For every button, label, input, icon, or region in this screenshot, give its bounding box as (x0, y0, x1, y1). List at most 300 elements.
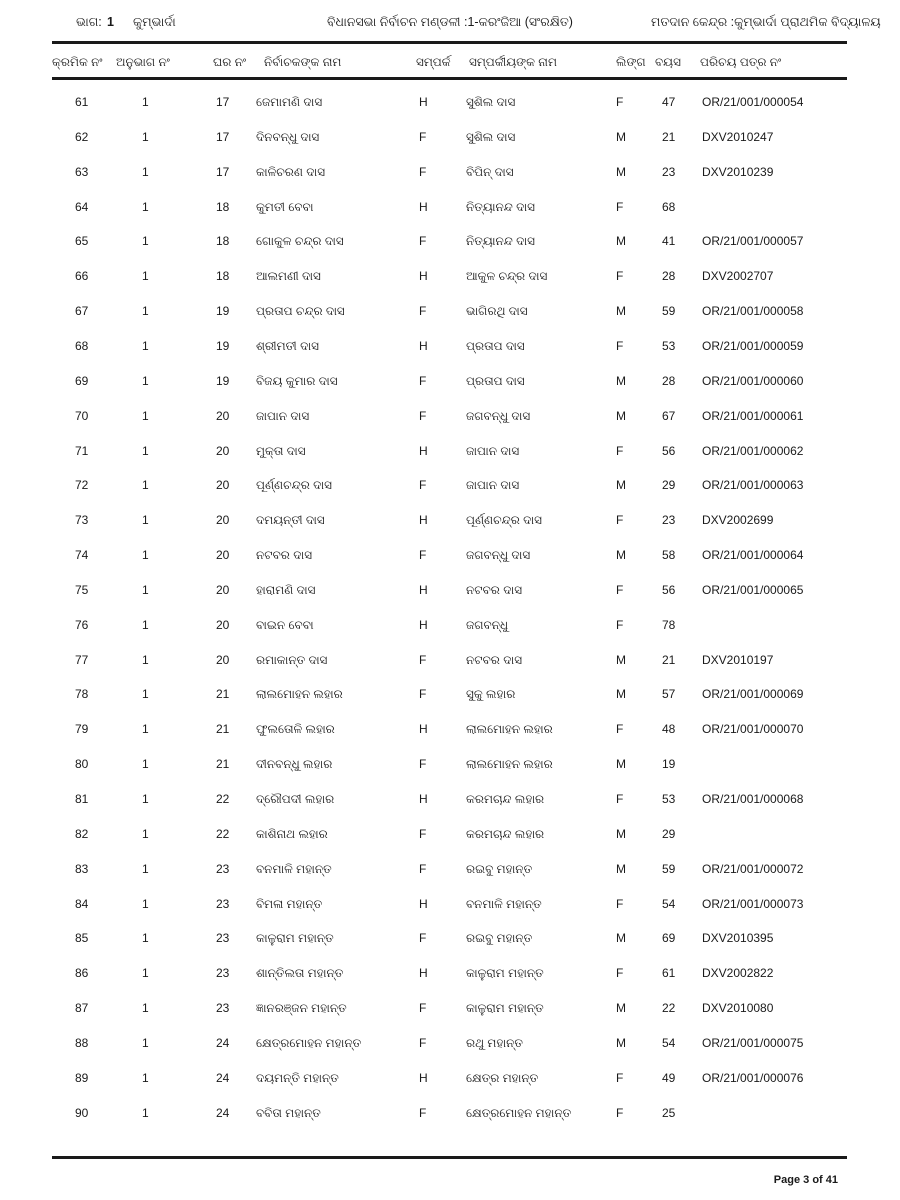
col-name: ନିର୍ବାଚକଙ୍କ ନାମ (264, 55, 342, 69)
house-number: 24 (216, 1070, 230, 1085)
house-number: 23 (216, 1001, 230, 1016)
part-number-cell: 1 (142, 1001, 149, 1016)
relative-name: କରମଚାନ୍ଦ ଲହାର (466, 792, 545, 806)
relation-type: F (419, 478, 427, 493)
id-card-number: OR/21/001/000058 (702, 304, 804, 319)
serial-number: 77 (75, 652, 89, 667)
relative-name: ଜାପାନ ଦାସ (466, 443, 520, 458)
part-number-cell: 1 (142, 373, 149, 388)
gender: M (616, 687, 626, 702)
table-row (0, 862, 900, 886)
table-row (0, 548, 900, 572)
table-row (0, 1106, 900, 1130)
relation-type: H (419, 269, 428, 284)
age: 28 (662, 373, 676, 388)
gender: F (616, 896, 624, 911)
gender: F (616, 443, 624, 458)
elector-name: ଜାପାନ ଦାସ (256, 408, 310, 423)
age: 21 (662, 129, 676, 144)
relative-name: ଜଗବନ୍ଧୁ (466, 617, 509, 632)
id-card-number: OR/21/001/000054 (702, 95, 804, 109)
gender: F (616, 722, 624, 737)
relative-name: ରଇବୁ ମହାନ୍ତ (466, 861, 533, 876)
table-row (0, 513, 900, 537)
col-gender: ଲିଙ୍ଗ (616, 55, 646, 69)
house-number: 23 (216, 896, 230, 911)
gender: M (616, 164, 626, 179)
age: 21 (662, 652, 676, 667)
part-number-cell: 1 (142, 1035, 149, 1050)
id-card-number: OR/21/001/000069 (702, 687, 804, 702)
table-row (0, 757, 900, 781)
relation-type: F (419, 826, 427, 841)
table-row (0, 339, 900, 363)
gender: M (616, 373, 626, 388)
part-number: 1 (107, 15, 114, 29)
serial-number: 71 (75, 443, 89, 458)
age: 59 (662, 304, 676, 319)
gender: M (616, 757, 626, 772)
age: 23 (662, 513, 676, 528)
gender: M (616, 861, 626, 876)
page-number: Page 3 of 41 (773, 1174, 838, 1186)
serial-number: 81 (75, 792, 89, 806)
id-card-number: OR/21/001/000060 (702, 373, 804, 388)
house-number: 20 (216, 478, 230, 493)
part-number-cell: 1 (142, 722, 149, 737)
table-row (0, 966, 900, 990)
gender: M (616, 408, 626, 423)
part-number-cell: 1 (142, 617, 149, 632)
gender: F (616, 1105, 624, 1120)
serial-number: 86 (75, 966, 89, 981)
part-label: ଭାଗ: (76, 15, 102, 29)
part-number-cell: 1 (142, 513, 149, 528)
age: 54 (662, 896, 676, 911)
id-card-number: DXV2002699 (702, 513, 774, 528)
col-part: ଅନୁଭାଗ ନଂ (116, 55, 170, 69)
part-number-cell: 1 (142, 548, 149, 563)
part-number-cell: 1 (142, 826, 149, 841)
polling-station: ମତଦାନ କେନ୍ଦ୍ର :କୁମ୍ଭାର୍ଦା ପ୍ରାଥମିକ ବିଦ୍ୟାଳୟ (651, 15, 881, 29)
gender: M (616, 652, 626, 667)
id-card-number: OR/21/001/000063 (702, 478, 804, 493)
part-number-cell: 1 (142, 792, 149, 806)
relation-type: H (419, 95, 428, 109)
house-number: 20 (216, 443, 230, 458)
serial-number: 84 (75, 896, 89, 911)
id-card-number: DXV2010395 (702, 931, 774, 946)
elector-name: କାଶିନାଥ ଲହାର (256, 826, 328, 841)
part-number-cell: 1 (142, 1105, 149, 1120)
house-number: 17 (216, 129, 230, 144)
house-number: 23 (216, 861, 230, 876)
elector-name: ରମାକାନ୍ତ ଦାସ (256, 652, 328, 667)
house-number: 19 (216, 373, 230, 388)
header-bottom-rule (52, 77, 847, 80)
age: 53 (662, 338, 676, 353)
table-row (0, 130, 900, 154)
elector-name: ଫୁଲତୋଳି ଲହାର (256, 722, 335, 737)
elector-name: ବିଜୟ କୁମାର ଦାସ (256, 373, 338, 388)
elector-name: ବାଇନ ବେବା (256, 617, 314, 632)
part-number-cell: 1 (142, 478, 149, 493)
relation-type: F (419, 861, 427, 876)
part-number-cell: 1 (142, 199, 149, 214)
relation-type: F (419, 129, 427, 144)
age: 48 (662, 722, 676, 737)
relation-type: F (419, 164, 427, 179)
age: 58 (662, 548, 676, 563)
elector-name: ଆଲମଣୀ ଦାସ (256, 269, 321, 284)
table-row (0, 897, 900, 921)
gender: M (616, 234, 626, 249)
id-card-number: OR/21/001/000075 (702, 1035, 804, 1050)
id-card-number: OR/21/001/000068 (702, 792, 804, 806)
serial-number: 64 (75, 199, 89, 214)
house-number: 17 (216, 164, 230, 179)
relative-name: ଲାଲମୋହନ ଲହାର (466, 757, 553, 772)
age: 41 (662, 234, 676, 249)
relation-type: F (419, 931, 427, 946)
part-number-cell: 1 (142, 966, 149, 981)
table-row (0, 374, 900, 398)
house-number: 24 (216, 1105, 230, 1120)
gender: M (616, 1035, 626, 1050)
house-number: 18 (216, 269, 230, 284)
relation-type: H (419, 896, 428, 911)
elector-name: ଶ୍ରୀମତୀ ଦାସ (256, 338, 319, 353)
elector-name: ନଟବର ଦାସ (256, 548, 313, 563)
table-row (0, 1001, 900, 1025)
col-id-card: ପରିଚୟ ପତ୍ର ନଂ (700, 55, 782, 69)
id-card-number: OR/21/001/000059 (702, 338, 804, 353)
table-row (0, 653, 900, 677)
serial-number: 62 (75, 129, 89, 144)
relative-name: ପୂର୍ଣ୍ଣଚନ୍ଦ୍ର ଦାସ (466, 513, 542, 528)
id-card-number: DXV2010247 (702, 129, 774, 144)
relative-name: ଜଗବନ୍ଧୁ ଦାସ (466, 548, 531, 563)
age: 54 (662, 1035, 676, 1050)
age: 69 (662, 931, 676, 946)
gender: F (616, 792, 624, 806)
relative-name: ଆକୁଳ ଚନ୍ଦ୍ର ଦାସ (466, 269, 548, 284)
house-number: 20 (216, 548, 230, 563)
part-number-cell: 1 (142, 95, 149, 109)
gender: F (616, 582, 624, 597)
house-number: 19 (216, 338, 230, 353)
house-number: 20 (216, 617, 230, 632)
part-number-cell: 1 (142, 896, 149, 911)
table-row (0, 722, 900, 746)
age: 61 (662, 966, 676, 981)
elector-name: ଦମୟନ୍ତୀ ଦାସ (256, 513, 325, 528)
id-card-number: OR/21/001/000061 (702, 408, 804, 423)
relation-type: F (419, 757, 427, 772)
age: 23 (662, 164, 676, 179)
table-row (0, 827, 900, 851)
part-number-cell: 1 (142, 931, 149, 946)
relation-type: H (419, 792, 428, 806)
age: 49 (662, 1070, 676, 1085)
elector-name: ହାରାମଣି ଦାସ (256, 582, 316, 597)
part-number-cell: 1 (142, 861, 149, 876)
relation-type: F (419, 408, 427, 423)
serial-number: 74 (75, 548, 89, 563)
table-row (0, 444, 900, 468)
relative-name: ନଟବର ଦାସ (466, 582, 523, 597)
relation-type: F (419, 652, 427, 667)
age: 56 (662, 582, 676, 597)
relative-name: କ୍ଷେତ୍ର ମହାନ୍ତ (466, 1070, 539, 1085)
col-age: ବୟସ (655, 55, 681, 69)
table-row (0, 478, 900, 502)
relation-type: H (419, 338, 428, 353)
table-row (0, 687, 900, 711)
relative-name: ପ୍ରତାପ ଦାସ (466, 338, 525, 353)
relative-name: ରଥୁ ମହାନ୍ତ (466, 1035, 523, 1050)
relation-type: F (419, 1001, 427, 1016)
col-house: ଘର ନଂ (213, 55, 247, 69)
part-number-cell: 1 (142, 1070, 149, 1085)
footer-rule (52, 1156, 847, 1159)
table-row (0, 200, 900, 224)
gender: F (616, 617, 624, 632)
serial-number: 78 (75, 687, 89, 702)
col-serial: କ୍ରମିକ ନଂ (52, 55, 103, 69)
serial-number: 68 (75, 338, 89, 353)
relation-type: F (419, 304, 427, 319)
id-card-number: OR/21/001/000057 (702, 234, 804, 249)
age: 78 (662, 617, 676, 632)
house-number: 21 (216, 722, 230, 737)
table-row (0, 95, 900, 119)
table-row (0, 931, 900, 955)
house-number: 20 (216, 408, 230, 423)
house-number: 18 (216, 199, 230, 214)
serial-number: 85 (75, 931, 89, 946)
gender: M (616, 129, 626, 144)
age: 47 (662, 95, 676, 109)
relation-type: F (419, 1105, 427, 1120)
house-number: 19 (216, 304, 230, 319)
elector-name: ବନମାଳି ମହାନ୍ତ (256, 861, 332, 876)
table-row (0, 234, 900, 258)
elector-name: ଲାଲମୋହନ ଲହାର (256, 687, 343, 702)
relative-name: ବନମାଳି ମହାନ୍ତ (466, 896, 542, 911)
relation-type: H (419, 1070, 428, 1085)
house-number: 24 (216, 1035, 230, 1050)
relation-type: H (419, 443, 428, 458)
id-card-number: OR/21/001/000072 (702, 861, 804, 876)
elector-name: ଜ୍ଞାନରଞ୍ଜନ ମହାନ୍ତ (256, 1001, 347, 1016)
age: 29 (662, 478, 676, 493)
elector-name: ବିମଳା ମହାନ୍ତ (256, 896, 323, 911)
age: 59 (662, 861, 676, 876)
id-card-number: OR/21/001/000065 (702, 582, 804, 597)
relative-name: ସୁକୁ ଲହାର (466, 687, 516, 702)
part-number-cell: 1 (142, 757, 149, 772)
id-card-number: OR/21/001/000070 (702, 722, 804, 737)
serial-number: 88 (75, 1035, 89, 1050)
id-card-number: DXV2002707 (702, 269, 774, 284)
gender: M (616, 304, 626, 319)
serial-number: 79 (75, 722, 89, 737)
relative-name: କ୍ଷେତ୍ରମୋହନ ମହାନ୍ତ (466, 1105, 572, 1120)
house-number: 23 (216, 931, 230, 946)
serial-number: 69 (75, 373, 89, 388)
id-card-number: OR/21/001/000073 (702, 896, 804, 911)
gender: M (616, 826, 626, 841)
col-relation: ସମ୍ପର୍କ (416, 55, 451, 69)
age: 22 (662, 1001, 676, 1016)
serial-number: 83 (75, 861, 89, 876)
gender: M (616, 931, 626, 946)
part-number-cell: 1 (142, 652, 149, 667)
part-number-cell: 1 (142, 687, 149, 702)
part-number-cell: 1 (142, 408, 149, 423)
relation-type: H (419, 513, 428, 528)
serial-number: 70 (75, 408, 89, 423)
part-number-cell: 1 (142, 129, 149, 144)
relation-type: H (419, 722, 428, 737)
house-number: 23 (216, 966, 230, 981)
gender: F (616, 95, 624, 109)
house-number: 21 (216, 687, 230, 702)
table-row (0, 165, 900, 189)
relation-type: H (419, 617, 428, 632)
id-card-number: DXV2010197 (702, 652, 774, 667)
village-name: କୁମ୍ଭାର୍ଦା (133, 15, 176, 29)
gender: M (616, 1001, 626, 1016)
id-card-number: DXV2010239 (702, 164, 774, 179)
serial-number: 63 (75, 164, 89, 179)
col-relative-name: ସମ୍ପର୍କୀୟଙ୍କ ନାମ (469, 55, 557, 69)
gender: F (616, 1070, 624, 1085)
elector-name: କ୍ଷେତ୍ରମୋହନ ମହାନ୍ତ (256, 1035, 362, 1050)
relative-name: ନିତ୍ୟାନନ୍ଦ ଦାସ (466, 199, 535, 214)
relative-name: ରଇବୁ ମହାନ୍ତ (466, 931, 533, 946)
serial-number: 73 (75, 513, 89, 528)
house-number: 17 (216, 95, 230, 109)
relation-type: F (419, 687, 427, 702)
serial-number: 82 (75, 826, 89, 841)
gender: M (616, 478, 626, 493)
relative-name: ଜାପାନ ଦାସ (466, 478, 520, 493)
table-row (0, 1036, 900, 1060)
table-row (0, 618, 900, 642)
age: 19 (662, 757, 676, 772)
table-row (0, 269, 900, 293)
id-card-number: DXV2002822 (702, 966, 774, 981)
table-row (0, 583, 900, 607)
serial-number: 76 (75, 617, 89, 632)
gender: F (616, 269, 624, 284)
relative-name: ସୁଶିଲ ଦାସ (466, 129, 516, 144)
house-number: 20 (216, 652, 230, 667)
elector-name: ଦୟମନ୍ତି ମହାନ୍ତ (256, 1070, 339, 1085)
id-card-number: OR/21/001/000062 (702, 443, 804, 458)
elector-name: ବବିତା ମହାନ୍ତ (256, 1105, 321, 1120)
house-number: 18 (216, 234, 230, 249)
age: 28 (662, 269, 676, 284)
elector-name: ଦିନବନ୍ଧୁ ଦାସ (256, 129, 320, 144)
table-row (0, 1071, 900, 1095)
gender: F (616, 338, 624, 353)
relative-name: କରମଚାନ୍ଦ ଲହାର (466, 826, 545, 841)
house-number: 20 (216, 582, 230, 597)
serial-number: 67 (75, 304, 89, 319)
table-row (0, 304, 900, 328)
elector-name: ଜେମାମଣି ଦାସ (256, 95, 323, 109)
serial-number: 75 (75, 582, 89, 597)
part-number-cell: 1 (142, 338, 149, 353)
house-number: 22 (216, 792, 230, 806)
relative-name: ନିତ୍ୟାନନ୍ଦ ଦାସ (466, 234, 535, 249)
elector-name: ପ୍ରତାପ ଚନ୍ଦ୍ର ଦାସ (256, 304, 345, 319)
serial-number: 87 (75, 1001, 89, 1016)
part-number-cell: 1 (142, 269, 149, 284)
relative-name: ଲାଲମୋହନ ଲହାର (466, 722, 553, 737)
house-number: 21 (216, 757, 230, 772)
age: 53 (662, 792, 676, 806)
relation-type: H (419, 199, 428, 214)
house-number: 20 (216, 513, 230, 528)
age: 56 (662, 443, 676, 458)
relative-name: କାଳୁରାମ ମହାନ୍ତ (466, 966, 544, 981)
relative-name: ବିପିନ୍ ଦାସ (466, 164, 514, 179)
table-row (0, 792, 900, 816)
relative-name: ସୁଶିଲ ଦାସ (466, 95, 516, 109)
table-row (0, 409, 900, 433)
house-number: 22 (216, 826, 230, 841)
relation-type: H (419, 582, 428, 597)
relation-type: F (419, 1035, 427, 1050)
relative-name: କାଳୁରାମ ମହାନ୍ତ (466, 1001, 544, 1016)
elector-name: କୁମତୀ ବେବା (256, 199, 314, 214)
relative-name: ପ୍ରତାପ ଦାସ (466, 373, 525, 388)
id-card-number: OR/21/001/000076 (702, 1070, 804, 1085)
serial-number: 80 (75, 757, 89, 772)
gender: F (616, 966, 624, 981)
part-number-cell: 1 (142, 443, 149, 458)
age: 25 (662, 1105, 676, 1120)
relation-type: F (419, 234, 427, 249)
relative-name: ଜଗବନ୍ଧୁ ଦାସ (466, 408, 531, 423)
serial-number: 89 (75, 1070, 89, 1085)
elector-name: ପୂର୍ଣ୍ଣଚନ୍ଦ୍ର ଦାସ (256, 478, 332, 493)
constituency-title: ବିଧାନସଭା ନିର୍ବାଚନ ମଣ୍ଡଳୀ :1-କରଂଜିଆ (ସଂରକ୍ଷିତ) (327, 15, 573, 29)
relation-type: F (419, 548, 427, 563)
serial-number: 61 (75, 95, 89, 109)
age: 29 (662, 826, 676, 841)
id-card-number: OR/21/001/000064 (702, 548, 804, 563)
serial-number: 66 (75, 269, 89, 284)
elector-name: ମୁକ୍ତା ଦାସ (256, 443, 306, 458)
age: 68 (662, 199, 676, 214)
gender: F (616, 199, 624, 214)
elector-name: କାଳୁରାମ ମହାନ୍ତ (256, 931, 334, 946)
elector-name: କାଳିଚରଣ ଦାସ (256, 164, 326, 179)
part-number-cell: 1 (142, 582, 149, 597)
part-number-cell: 1 (142, 164, 149, 179)
elector-name: ଦୀନବନ୍ଧୁ ଲହାର (256, 757, 333, 772)
elector-name: ଦ୍ରୌପଦୀ ଲହାର (256, 792, 335, 806)
elector-name: ଗୋକୁଳ ଚନ୍ଦ୍ର ଦାସ (256, 234, 344, 249)
relative-name: ନଟବର ଦାସ (466, 652, 523, 667)
serial-number: 90 (75, 1105, 89, 1120)
age: 67 (662, 408, 676, 423)
